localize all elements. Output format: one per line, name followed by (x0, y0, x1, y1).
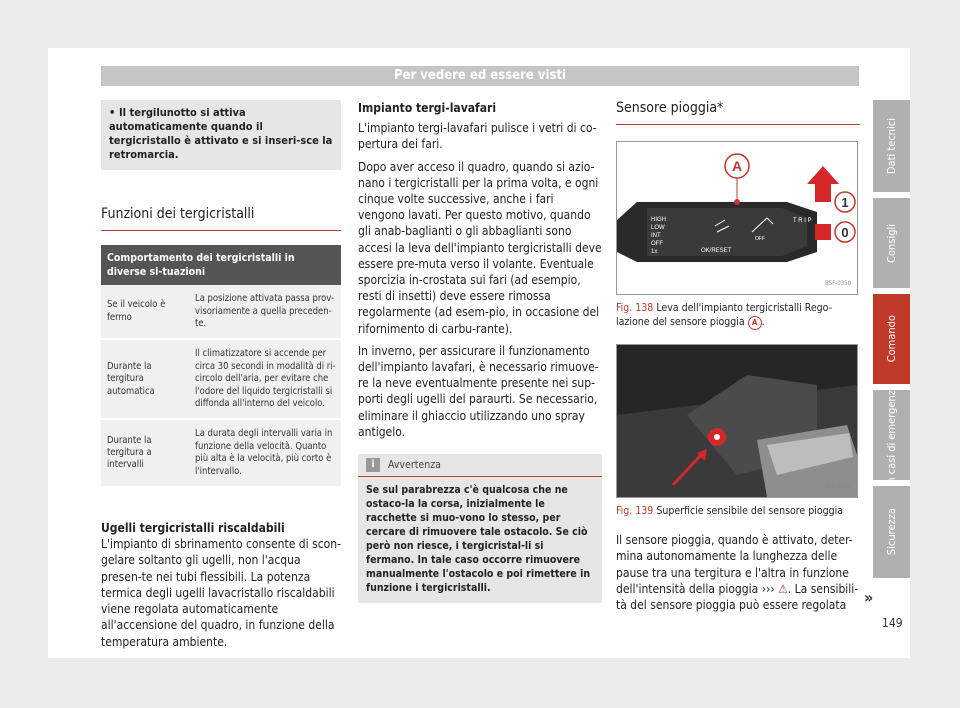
rain-sensor-title: Sensore pioggia* (616, 100, 860, 125)
figure-caption: Fig. 138 Leva dell'impianto tergicristalli Rego-lazione del sensore pioggia A . (616, 302, 833, 329)
heated-nozzles-title: Ugelli tergicristalli riscaldabili (101, 521, 285, 536)
tab-comando[interactable] (873, 294, 910, 384)
table-header: Comportamento dei tergicristalli in diverse si-tuazioni (101, 245, 341, 285)
lever-text: OFF (755, 236, 765, 243)
headlight-washer-title: Impianto tergi-lavafari (358, 101, 497, 115)
column-middle (358, 100, 602, 603)
lever-text: OFF (651, 241, 663, 248)
warning-header (358, 454, 602, 477)
figure-code: B5F-0350 (825, 280, 851, 287)
column-right (616, 100, 860, 619)
lever-text: OK/RESET (701, 248, 732, 255)
paragraph: L'impianto tergi-lavafari pulisce i vetri di co-pertura dei fari. (358, 121, 597, 152)
tab-label: Dati tecnici (885, 117, 898, 175)
table-row (101, 285, 341, 339)
wiper-function-table (101, 245, 341, 488)
tab-label: In casi di emergenza (885, 383, 898, 487)
paragraph: Dopo aver acceso il quadro, quando si azio-nano i tergicristalli per la prima volta, e ogni cinque volte successive, anche i fari vengono lavati. Per questo motivo, quando gli anab-baglianti o gli abbaglianti sono accesi la leva dell'impianto tergicristalli deve essere pre-muta verso il volante. Eventuale sporcizia in-crostata sui fari (ad esempio, resti di insetti) deve essere rimossa regolarmente (ad esem-pio, in occasione del rifornimento di carbu-rante). (358, 159, 602, 336)
table-row (101, 339, 341, 419)
lever-text: INT (651, 233, 661, 240)
tab-label: Consigli (885, 223, 898, 263)
rain-sensor-illustration (617, 345, 857, 497)
tab-in-casi-di-emergenza[interactable] (873, 383, 910, 487)
chapter-sidebar (873, 100, 910, 584)
heated-nozzles-text: L'impianto di sbrinamento consente di scon-gelare soltanto gli ugelli, non l'acqua presen-te nei tubi flessibili. La potenza termica degli ugelli lavacristallo riscaldabili viene regolata automaticamente all'accensione del quadro, in funzione della temperatura ambiente. (101, 537, 341, 649)
lever-text: HIGH (651, 217, 666, 224)
warning-label: Avvertenza (388, 459, 441, 472)
position-one-label: 1 (841, 195, 849, 211)
paragraph-text: . La sensibili-tà del sensore pioggia può essere regolata (616, 581, 859, 613)
paragraph: In inverno, per assicurare il funzionamento dell'impianto lavafari, è necessario rimuove-re la neve eventualmente presente nei sup-porti degli ugelli del paraurti. Se necessario, eliminare il ghiaccio utilizzando uno spray antigelo. (358, 343, 599, 439)
column-left (101, 100, 341, 656)
wiper-lever-illustration (617, 142, 857, 294)
table-cell-behaviour: La durata degli intervalli varia in funzione della velocità. Quanto più alta è la velocità, più corto è l'intervallo. (189, 419, 341, 487)
page-banner: Per vedere ed essere visti (101, 66, 859, 86)
note-box (101, 100, 341, 170)
table-cell-situation: Durante la tergitura automatica (101, 339, 189, 419)
figure-caption-text: Leva dell'impianto tergicristalli Rego-lazione del sensore pioggia (616, 302, 833, 329)
warning-box (358, 454, 602, 603)
position-zero-marker (815, 224, 831, 240)
lever-text: 1x (651, 249, 658, 256)
figure-number: Fig. 139 (616, 505, 654, 518)
callout-dot (734, 199, 740, 205)
figure-code: B5F-0351 (825, 483, 851, 490)
lever-text: T R I P (793, 218, 812, 225)
bullet-icon: • (109, 106, 116, 119)
lever-text: LOW (651, 225, 665, 232)
warning-triangle-icon: ⚠ (778, 581, 788, 596)
rain-sensor-paragraph (616, 532, 860, 613)
continue-icon: » (864, 588, 874, 607)
figure-wiper-lever (616, 141, 858, 295)
figure-caption-text: Superficie sensibile del sensore pioggia (656, 505, 844, 518)
callout-a-label: A (731, 158, 743, 175)
tab-sicurezza[interactable] (873, 486, 910, 578)
reference-arrows: ››› (761, 581, 775, 596)
position-zero-label: 0 (841, 225, 849, 241)
tab-consigli[interactable] (873, 198, 910, 288)
table-cell-behaviour: Il climatizzatore si accende per circa 30 secondi in modalità di ri-circolo dell'aria, per evitare che l'odore del liquido tergicristalli si diffonda all'interno del veicolo. (189, 339, 341, 419)
paragraph-text: Il sensore pioggia, quando è attivato, deter-mina autonomamente la lunghezza delle pause tra una tergitura e l'altra in funzione dell'intensità della pioggia (616, 533, 853, 596)
tab-label: Sicurezza (885, 508, 898, 556)
section-title-functions: Funzioni dei tergicristalli (101, 206, 341, 231)
marker-a-icon: A (748, 316, 762, 330)
figure-rain-sensor (616, 344, 858, 498)
table-cell-behaviour: La posizione attivata passa prov-visoriamente a quella preceden-te. (189, 285, 341, 339)
figure-number: Fig. 138 (616, 302, 654, 315)
page-number: 149 (882, 616, 903, 630)
tab-dati-tecnici[interactable] (873, 100, 910, 192)
info-icon: i (366, 458, 380, 472)
table-cell-situation: Se il veicolo è fermo (101, 285, 189, 339)
table-row (101, 419, 341, 487)
warning-text: Se sul parabrezza c'è qualcosa che ne ostaco-la la corsa, inizialmente le racchette si muo-vono lo stesso, per cercare di rimuovere tale ostacolo. Se ciò però non riesce, i tergicristal-li si fermano. In tale caso occorre rimuovere manualmente l'ostacolo e poi rimettere in funzione i tergicristalli. (366, 484, 591, 595)
figure-caption (616, 504, 860, 518)
note-text: Il tergilunotto si attiva automaticamente quando il tergicristallo è attivato e si inseri-sce la retromarcia. (109, 106, 333, 161)
tab-label: Comando (885, 315, 898, 363)
table-cell-situation: Durante la tergitura a intervalli (101, 419, 189, 487)
